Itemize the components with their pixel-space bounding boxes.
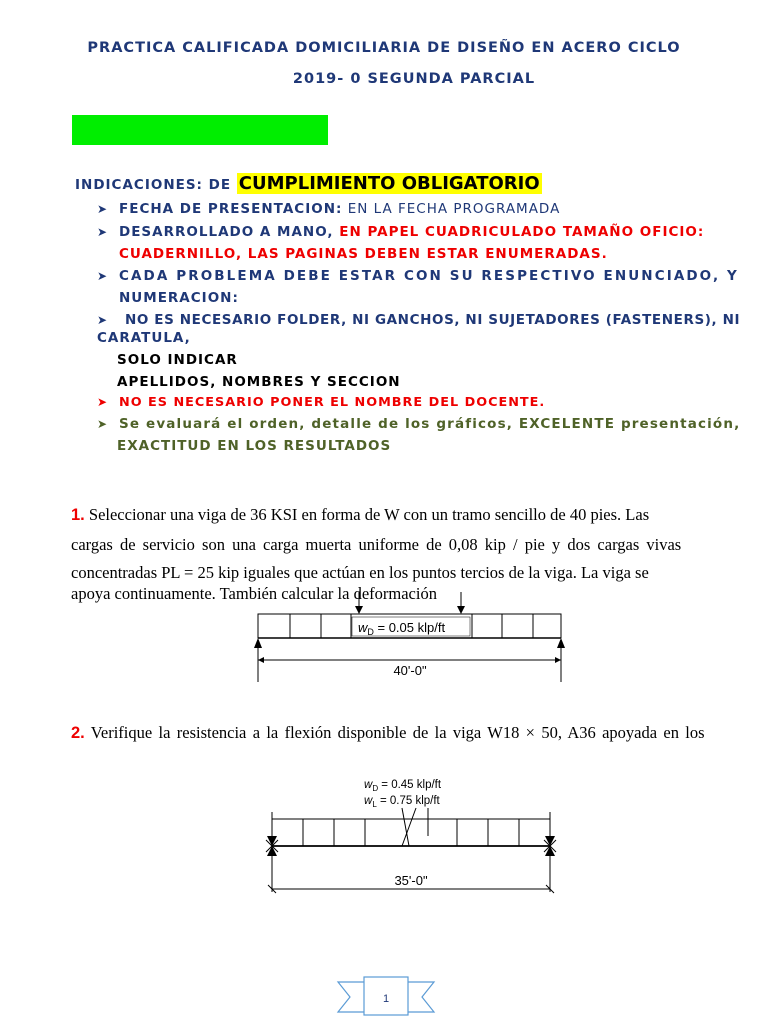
bullet-arrow-icon: ➤ [97,269,109,283]
ribbon-left-fold [338,982,366,1012]
folder-line1: NO ES NECESARIO FOLDER, NI GANCHOS, NI SUJETADORES (FASTENERS), NI [125,312,741,328]
indications-label: INDICACIONES: DE [75,177,237,193]
wl-label: $w_L = 0.75$ klp/ft [364,795,440,809]
problem2-number: 2. [71,724,85,742]
solo-indicar: SOLO INDICAR [117,352,238,368]
docente-text: NO ES NECESARIO PONER EL NOMBRE DEL DOCENTE. [119,395,546,410]
apellidos-nombres: APELLIDOS, NOMBRES Y SECCION [117,374,401,390]
beam-diagram-1 [250,590,572,686]
bullet-arrow-icon: ➤ [97,417,109,431]
item-docente [97,394,545,410]
page-number-ribbon [336,974,436,1020]
support-left-2-icon [267,846,277,856]
support-right-2-icon [545,846,555,856]
cada-line1: CADA PROBLEMA DEBE ESTAR CON SU RESPECTIVO ENUNCIADO, Y [119,268,739,284]
problem1-line4: apoya continuamente. También calcular la deformación [71,584,437,603]
item-desarrollado [97,224,704,240]
green-name-bar [72,115,328,145]
beam-diagram-2 [262,772,562,896]
support-left-icon [254,638,262,648]
desarrollado-paper: EN PAPEL CUADRICULADO TAMAÑO OFICIO: [333,224,705,240]
item-folder [97,312,740,328]
item-cada-problema-cont: NUMERACION: [119,290,239,306]
item-desarrollado-cont: CUADERNILLO, LAS PAGINAS DEBEN ESTAR ENUMERADAS. [119,246,608,262]
bullet-arrow-icon: ➤ [97,225,109,239]
problem1-line3: concentradas PL = 25 kip iguales que actúan en los puntos tercios de la viga. La viga se [71,563,649,582]
item-evaluara [97,416,740,432]
evaluara-line1: Se evaluará el orden, detalle de los gráficos, EXCELENTE presentación, [119,416,741,432]
problem1-line1 [71,505,649,525]
document-title-line2: 2019- 0 SEGUNDA PARCIAL [292,71,536,87]
load-arrow-left-icon [355,606,363,614]
item-cada-problema [97,268,739,284]
fecha-value: EN LA FECHA PROGRAMADA [342,201,561,217]
beam-2-load-box [272,819,550,846]
span-label-2: 35'-0" [394,873,428,888]
problem1-text-line1: Seleccionar una viga de 36 KSI en forma de W con un tramo sencillo de 40 pies. Las [88,505,650,524]
wd-label: $w_D = 0.45$ klp/ft [364,779,442,793]
desarrollado-label: DESARROLLADO A MANO, [119,224,334,240]
item-evaluara-cont: EXACTITUD EN LOS RESULTADOS [117,438,392,454]
load-label-1: $w_D = 0.05$ klp/ft [358,620,446,637]
problem1-line2: cargas de servicio son una carga muerta uniforme de 0,08 kip / pie y dos cargas vivas [71,535,682,554]
item-fecha [97,201,560,217]
bullet-arrow-icon: ➤ [97,395,109,409]
indications-heading [75,173,542,194]
page-number: 1 [382,993,390,1005]
fecha-label: FECHA DE PRESENTACION: [119,201,343,217]
bullet-arrow-icon: ➤ [97,313,108,327]
support-right-icon [557,638,565,648]
item-folder-cont: CARATULA, [97,330,191,346]
problem2-line1 [71,723,705,743]
bullet-arrow-icon: ➤ [97,202,109,216]
document-title-line1: PRACTICA CALIFICADA DOMICILIARIA DE DISEÑO EN ACERO CICLO [87,40,681,56]
problem1-number: 1. [71,506,85,524]
ribbon-right-fold [406,982,434,1012]
problem2-text-line1: Verifique la resistencia a la flexión disponible de la viga W18 × 50, A36 apoyada en los [90,723,705,742]
mandatory-highlight: CUMPLIMIENTO OBLIGATORIO [238,173,540,194]
load-arrow-right-icon [457,606,465,614]
span-label-1: 40'-0" [393,663,427,678]
